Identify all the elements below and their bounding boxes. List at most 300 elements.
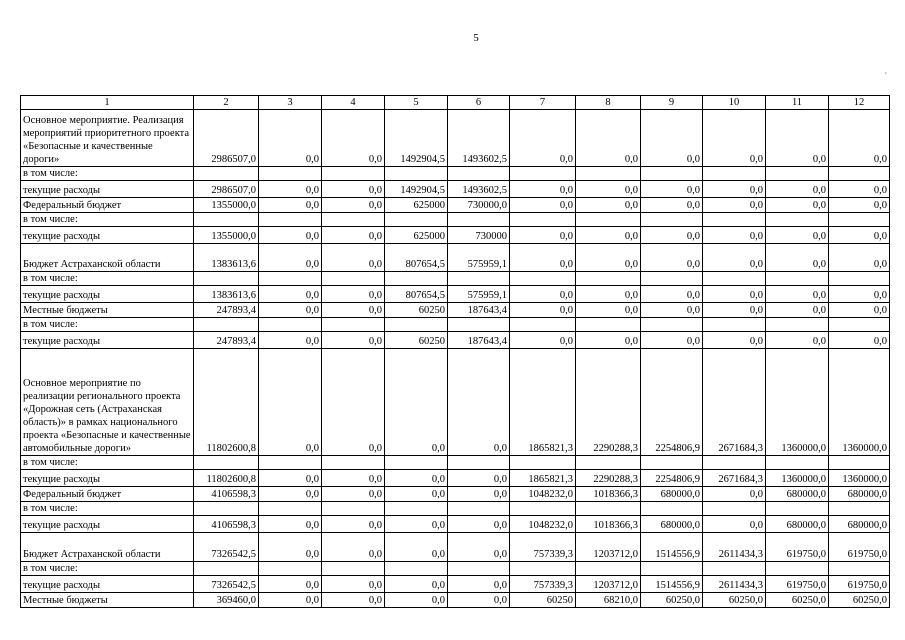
- value-cell: 0,0: [576, 332, 641, 349]
- header-cell: 10: [703, 96, 766, 110]
- value-cell: 0,0: [641, 332, 703, 349]
- value-cell: 0,0: [385, 487, 448, 502]
- value-cell: [576, 502, 641, 516]
- value-cell: [829, 562, 890, 576]
- table-row: [21, 227, 890, 244]
- header-cell: 12: [829, 96, 890, 110]
- value-cell: [259, 167, 322, 181]
- value-cell: 0,0: [259, 303, 322, 318]
- row-label: в том числе:: [21, 502, 194, 516]
- table-row: [21, 110, 890, 167]
- value-cell: 0,0: [385, 593, 448, 608]
- value-cell: 0,0: [510, 286, 576, 303]
- row-label: в том числе:: [21, 562, 194, 576]
- value-cell: 68210,0: [576, 593, 641, 608]
- value-cell: 0,0: [703, 110, 766, 167]
- row-label: в том числе:: [21, 318, 194, 332]
- value-cell: 0,0: [322, 198, 385, 213]
- table-row: [21, 167, 890, 181]
- header-cell: 9: [641, 96, 703, 110]
- header-cell: 6: [448, 96, 510, 110]
- value-cell: 4106598,3: [194, 487, 259, 502]
- value-cell: [510, 456, 576, 470]
- value-cell: 1048232,0: [510, 516, 576, 533]
- value-cell: 1203712,0: [576, 576, 641, 593]
- value-cell: 0,0: [448, 487, 510, 502]
- value-cell: 0,0: [322, 286, 385, 303]
- value-cell: 2254806,9: [641, 349, 703, 456]
- value-cell: 1018366,3: [576, 487, 641, 502]
- value-cell: 1355000,0: [194, 227, 259, 244]
- value-cell: [322, 272, 385, 286]
- header-cell: 3: [259, 96, 322, 110]
- value-cell: 0,0: [322, 227, 385, 244]
- table-row: [21, 272, 890, 286]
- value-cell: 0,0: [510, 198, 576, 213]
- value-cell: 680000,0: [641, 487, 703, 502]
- value-cell: 7326542,5: [194, 533, 259, 562]
- value-cell: 625000: [385, 227, 448, 244]
- table-row: [21, 562, 890, 576]
- value-cell: 0,0: [703, 516, 766, 533]
- value-cell: 0,0: [322, 487, 385, 502]
- header-cell: 5: [385, 96, 448, 110]
- value-cell: 680000,0: [766, 487, 829, 502]
- value-cell: 0,0: [259, 181, 322, 198]
- value-cell: [703, 318, 766, 332]
- value-cell: [829, 318, 890, 332]
- table-row: [21, 349, 890, 456]
- table-row: [21, 318, 890, 332]
- row-label: текущие расходы: [21, 516, 194, 533]
- value-cell: 0,0: [385, 576, 448, 593]
- value-cell: 60250,0: [829, 593, 890, 608]
- value-cell: 1383613,6: [194, 286, 259, 303]
- value-cell: 2671684,3: [703, 349, 766, 456]
- table-row: [21, 213, 890, 227]
- value-cell: [766, 456, 829, 470]
- value-cell: 0,0: [259, 110, 322, 167]
- table-row: [21, 332, 890, 349]
- value-cell: 0,0: [766, 198, 829, 213]
- value-cell: 60250,0: [641, 593, 703, 608]
- row-label: Основное мероприятие. Реализация мероприятий приоритетного проекта «Безопасные и качественные дороги»: [21, 110, 194, 167]
- value-cell: 1492904,5: [385, 110, 448, 167]
- value-cell: 60250: [510, 593, 576, 608]
- value-cell: 0,0: [322, 303, 385, 318]
- value-cell: 0,0: [385, 516, 448, 533]
- value-cell: [448, 562, 510, 576]
- value-cell: 0,0: [259, 198, 322, 213]
- table-row: [21, 244, 890, 272]
- header-cell: 4: [322, 96, 385, 110]
- value-cell: 0,0: [259, 576, 322, 593]
- row-label: в том числе:: [21, 167, 194, 181]
- value-cell: 0,0: [829, 303, 890, 318]
- value-cell: [576, 167, 641, 181]
- value-cell: [259, 318, 322, 332]
- value-cell: 60250: [385, 303, 448, 318]
- value-cell: 0,0: [641, 198, 703, 213]
- value-cell: 0,0: [259, 593, 322, 608]
- value-cell: 60250,0: [703, 593, 766, 608]
- value-cell: [259, 456, 322, 470]
- value-cell: 0,0: [385, 349, 448, 456]
- value-cell: [259, 562, 322, 576]
- value-cell: 0,0: [448, 593, 510, 608]
- value-cell: 0,0: [829, 110, 890, 167]
- value-cell: 0,0: [703, 286, 766, 303]
- value-cell: 0,0: [703, 181, 766, 198]
- value-cell: [641, 272, 703, 286]
- value-cell: 575959,1: [448, 286, 510, 303]
- value-cell: 0,0: [385, 470, 448, 487]
- value-cell: 0,0: [322, 516, 385, 533]
- row-label: Местные бюджеты: [21, 593, 194, 608]
- value-cell: 0,0: [259, 332, 322, 349]
- value-cell: 0,0: [576, 244, 641, 272]
- value-cell: [766, 272, 829, 286]
- value-cell: [829, 213, 890, 227]
- row-label: текущие расходы: [21, 470, 194, 487]
- value-cell: [385, 318, 448, 332]
- value-cell: 0,0: [766, 303, 829, 318]
- table-row: [21, 487, 890, 502]
- value-cell: 1865821,3: [510, 349, 576, 456]
- value-cell: [385, 213, 448, 227]
- value-cell: 0,0: [510, 110, 576, 167]
- value-cell: 0,0: [259, 286, 322, 303]
- value-cell: 11802600,8: [194, 470, 259, 487]
- value-cell: [385, 562, 448, 576]
- value-cell: 0,0: [322, 593, 385, 608]
- value-cell: 0,0: [641, 181, 703, 198]
- value-cell: 4106598,3: [194, 516, 259, 533]
- value-cell: [641, 562, 703, 576]
- value-cell: 807654,5: [385, 286, 448, 303]
- value-cell: 0,0: [829, 244, 890, 272]
- header-cell: 8: [576, 96, 641, 110]
- value-cell: 1493602,5: [448, 110, 510, 167]
- value-cell: 187643,4: [448, 303, 510, 318]
- value-cell: [322, 562, 385, 576]
- row-label: текущие расходы: [21, 332, 194, 349]
- value-cell: 0,0: [766, 110, 829, 167]
- value-cell: 0,0: [576, 198, 641, 213]
- value-cell: 2290288,3: [576, 470, 641, 487]
- value-cell: [194, 502, 259, 516]
- value-cell: 0,0: [322, 181, 385, 198]
- value-cell: [766, 502, 829, 516]
- value-cell: 0,0: [322, 470, 385, 487]
- value-cell: [703, 213, 766, 227]
- value-cell: [448, 502, 510, 516]
- value-cell: 1018366,3: [576, 516, 641, 533]
- budget-table: [20, 95, 890, 608]
- value-cell: 0,0: [322, 110, 385, 167]
- value-cell: 0,0: [766, 244, 829, 272]
- row-label: Бюджет Астраханской области: [21, 244, 194, 272]
- value-cell: 0,0: [576, 181, 641, 198]
- value-cell: 1493602,5: [448, 181, 510, 198]
- value-cell: [259, 213, 322, 227]
- value-cell: 0,0: [322, 576, 385, 593]
- value-cell: 0,0: [576, 286, 641, 303]
- value-cell: 575959,1: [448, 244, 510, 272]
- table-row: [21, 593, 890, 608]
- value-cell: [194, 318, 259, 332]
- row-label: в том числе:: [21, 213, 194, 227]
- header-cell: 11: [766, 96, 829, 110]
- value-cell: [322, 318, 385, 332]
- value-cell: [385, 502, 448, 516]
- value-cell: [766, 318, 829, 332]
- value-cell: [322, 502, 385, 516]
- value-cell: 0,0: [766, 181, 829, 198]
- value-cell: [448, 167, 510, 181]
- value-cell: 0,0: [448, 516, 510, 533]
- value-cell: 0,0: [510, 244, 576, 272]
- value-cell: 0,0: [829, 286, 890, 303]
- table-row: [21, 576, 890, 593]
- value-cell: 0,0: [641, 227, 703, 244]
- value-cell: [576, 318, 641, 332]
- value-cell: [322, 213, 385, 227]
- value-cell: 0,0: [510, 227, 576, 244]
- value-cell: 0,0: [703, 244, 766, 272]
- value-cell: 0,0: [385, 533, 448, 562]
- value-cell: 2290288,3: [576, 349, 641, 456]
- table-row: [21, 502, 890, 516]
- value-cell: [448, 318, 510, 332]
- value-cell: 680000,0: [829, 487, 890, 502]
- value-cell: 1355000,0: [194, 198, 259, 213]
- row-label: Бюджет Астраханской области: [21, 533, 194, 562]
- table-row: [21, 533, 890, 562]
- value-cell: 0,0: [322, 349, 385, 456]
- value-cell: 0,0: [703, 487, 766, 502]
- page-number: 5: [473, 32, 479, 44]
- value-cell: [385, 272, 448, 286]
- value-cell: [766, 562, 829, 576]
- corner-mark: ˊ: [884, 72, 888, 83]
- value-cell: 730000: [448, 227, 510, 244]
- value-cell: [576, 272, 641, 286]
- value-cell: 0,0: [641, 303, 703, 318]
- value-cell: 0,0: [510, 303, 576, 318]
- value-cell: 1360000,0: [766, 470, 829, 487]
- value-cell: [194, 272, 259, 286]
- value-cell: 2986507,0: [194, 110, 259, 167]
- value-cell: 0,0: [829, 332, 890, 349]
- header-cell: 2: [194, 96, 259, 110]
- value-cell: [194, 213, 259, 227]
- value-cell: [510, 167, 576, 181]
- value-cell: [194, 456, 259, 470]
- value-cell: 0,0: [259, 349, 322, 456]
- value-cell: 0,0: [448, 470, 510, 487]
- value-cell: 1360000,0: [829, 470, 890, 487]
- value-cell: [322, 167, 385, 181]
- value-cell: 2671684,3: [703, 470, 766, 487]
- value-cell: [766, 213, 829, 227]
- row-label: текущие расходы: [21, 576, 194, 593]
- value-cell: 1492904,5: [385, 181, 448, 198]
- value-cell: [510, 318, 576, 332]
- value-cell: 2254806,9: [641, 470, 703, 487]
- value-cell: 0,0: [259, 516, 322, 533]
- value-cell: [703, 167, 766, 181]
- row-label: текущие расходы: [21, 286, 194, 303]
- value-cell: 0,0: [703, 227, 766, 244]
- value-cell: 1360000,0: [829, 349, 890, 456]
- value-cell: [641, 213, 703, 227]
- value-cell: [829, 167, 890, 181]
- value-cell: 619750,0: [829, 576, 890, 593]
- value-cell: 757339,3: [510, 576, 576, 593]
- table-row: [21, 516, 890, 533]
- value-cell: 60250: [385, 332, 448, 349]
- value-cell: 0,0: [322, 244, 385, 272]
- value-cell: 680000,0: [641, 516, 703, 533]
- value-cell: [641, 456, 703, 470]
- value-cell: 0,0: [703, 198, 766, 213]
- value-cell: 0,0: [703, 303, 766, 318]
- value-cell: 2611434,3: [703, 576, 766, 593]
- value-cell: [576, 456, 641, 470]
- value-cell: [510, 502, 576, 516]
- value-cell: [829, 456, 890, 470]
- value-cell: 2986507,0: [194, 181, 259, 198]
- value-cell: 619750,0: [766, 576, 829, 593]
- value-cell: [829, 502, 890, 516]
- value-cell: 247893,4: [194, 332, 259, 349]
- value-cell: 0,0: [259, 227, 322, 244]
- value-cell: [448, 272, 510, 286]
- value-cell: 2611434,3: [703, 533, 766, 562]
- header-row: [21, 96, 890, 110]
- value-cell: 0,0: [259, 244, 322, 272]
- value-cell: 625000: [385, 198, 448, 213]
- value-cell: [194, 562, 259, 576]
- value-cell: 0,0: [641, 110, 703, 167]
- value-cell: 0,0: [766, 332, 829, 349]
- row-label: в том числе:: [21, 456, 194, 470]
- value-cell: 680000,0: [766, 516, 829, 533]
- value-cell: 0,0: [703, 332, 766, 349]
- value-cell: 0,0: [829, 227, 890, 244]
- value-cell: [259, 272, 322, 286]
- value-cell: [703, 502, 766, 516]
- value-cell: 0,0: [510, 332, 576, 349]
- value-cell: 0,0: [641, 244, 703, 272]
- value-cell: 0,0: [576, 303, 641, 318]
- value-cell: 369460,0: [194, 593, 259, 608]
- value-cell: [385, 167, 448, 181]
- value-cell: [510, 272, 576, 286]
- value-cell: 0,0: [259, 487, 322, 502]
- value-cell: [448, 456, 510, 470]
- value-cell: 247893,4: [194, 303, 259, 318]
- value-cell: 60250,0: [766, 593, 829, 608]
- table-row: [21, 198, 890, 213]
- row-label: текущие расходы: [21, 181, 194, 198]
- value-cell: 0,0: [322, 332, 385, 349]
- table-row: [21, 286, 890, 303]
- value-cell: [703, 562, 766, 576]
- value-cell: 757339,3: [510, 533, 576, 562]
- value-cell: 0,0: [829, 198, 890, 213]
- value-cell: [829, 272, 890, 286]
- header-cell: 1: [21, 96, 194, 110]
- value-cell: 1048232,0: [510, 487, 576, 502]
- row-label: в том числе:: [21, 272, 194, 286]
- value-cell: 1383613,6: [194, 244, 259, 272]
- value-cell: [385, 456, 448, 470]
- value-cell: 0,0: [576, 227, 641, 244]
- value-cell: [703, 456, 766, 470]
- value-cell: [510, 213, 576, 227]
- value-cell: [448, 213, 510, 227]
- value-cell: 0,0: [259, 470, 322, 487]
- value-cell: 619750,0: [829, 533, 890, 562]
- value-cell: [322, 456, 385, 470]
- value-cell: 0,0: [576, 110, 641, 167]
- table-row: [21, 470, 890, 487]
- row-label: Федеральный бюджет: [21, 487, 194, 502]
- value-cell: 187643,4: [448, 332, 510, 349]
- value-cell: [641, 318, 703, 332]
- value-cell: [641, 502, 703, 516]
- table-row: [21, 456, 890, 470]
- row-label: Местные бюджеты: [21, 303, 194, 318]
- value-cell: 1203712,0: [576, 533, 641, 562]
- value-cell: 680000,0: [829, 516, 890, 533]
- value-cell: [194, 167, 259, 181]
- value-cell: 619750,0: [766, 533, 829, 562]
- value-cell: [510, 562, 576, 576]
- table-row: [21, 303, 890, 318]
- value-cell: 0,0: [259, 533, 322, 562]
- header-cell: 7: [510, 96, 576, 110]
- value-cell: 7326542,5: [194, 576, 259, 593]
- value-cell: 11802600,8: [194, 349, 259, 456]
- value-cell: [766, 167, 829, 181]
- value-cell: 0,0: [641, 286, 703, 303]
- value-cell: [703, 272, 766, 286]
- value-cell: 0,0: [448, 533, 510, 562]
- value-cell: 0,0: [766, 227, 829, 244]
- table-row: [21, 181, 890, 198]
- value-cell: 730000,0: [448, 198, 510, 213]
- value-cell: [641, 167, 703, 181]
- value-cell: 1865821,3: [510, 470, 576, 487]
- value-cell: 0,0: [448, 576, 510, 593]
- value-cell: 807654,5: [385, 244, 448, 272]
- value-cell: 0,0: [510, 181, 576, 198]
- value-cell: 0,0: [766, 286, 829, 303]
- value-cell: 1514556,9: [641, 533, 703, 562]
- value-cell: [259, 502, 322, 516]
- row-label: текущие расходы: [21, 227, 194, 244]
- value-cell: [576, 562, 641, 576]
- value-cell: 1514556,9: [641, 576, 703, 593]
- value-cell: 1360000,0: [766, 349, 829, 456]
- value-cell: 0,0: [829, 181, 890, 198]
- row-label: Основное мероприятие по реализации регионального проекта «Дорожная сеть (Астраханская область)» в рамках национального проекта «Безопасные и качественные автомобильные дороги»: [21, 349, 194, 456]
- row-label: Федеральный бюджет: [21, 198, 194, 213]
- value-cell: 0,0: [322, 533, 385, 562]
